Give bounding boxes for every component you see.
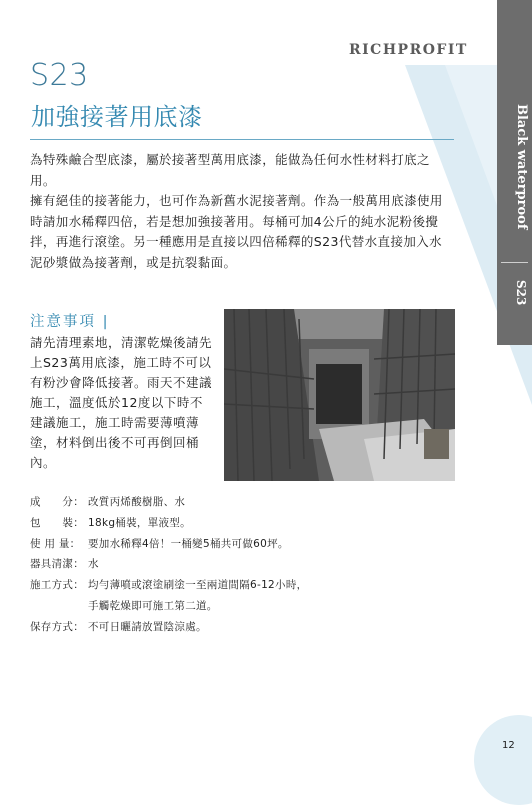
spec-label: 器具清潔： xyxy=(30,558,84,571)
spec-value: 要加水稀釋4倍！一桶變5桶共可做60坪。 xyxy=(88,537,289,550)
spec-row-usage xyxy=(30,534,307,555)
spec-label: 包 裝： xyxy=(30,516,84,529)
spec-row-storage xyxy=(30,617,307,638)
description-paragraph: 擁有絕佳的接著能力，也可作為新舊水泥接著劑。作為一般萬用底漆使用時請加水稀釋四倍，若是想加強接著用。每桶可加4公斤的純水泥粉後攪拌，再進行滾塗。另一種應用是直接以四倍稀釋的S23代替水直接加入水泥砂漿做為接著劑，或是抗裂黏面。 xyxy=(30,193,443,270)
spec-value: 水 xyxy=(88,558,99,571)
spec-row-packaging xyxy=(30,513,307,534)
notes-heading: 注意事項 | xyxy=(30,314,110,330)
spec-value: 均勻薄噴或滾塗刷塗一至兩道間隔6-12小時， xyxy=(88,579,308,592)
spec-label: 保存方式： xyxy=(30,620,84,633)
spec-label: 使 用 量： xyxy=(30,537,81,550)
notes-body: 請先清理素地，清潔乾燥後請先上S23萬用底漆，施工時不可以有粉沙會降低接著。雨天不建議施工，溫度低於12度以下時不建議施工，施工時需要薄噴薄塗，材料倒出後不可再倒回桶內。 xyxy=(30,335,213,470)
spec-row-cleaning xyxy=(30,554,307,575)
spec-row-ingredients xyxy=(30,492,307,513)
product-code: S23 xyxy=(30,58,89,93)
product-title: 加強接著用底漆 xyxy=(31,103,203,131)
page-number: 12 xyxy=(502,740,515,751)
spec-row-method xyxy=(30,575,307,596)
spec-value-continued: 手觸乾燥即可施工第二道。 xyxy=(88,599,218,612)
title-divider xyxy=(30,139,454,140)
spec-list xyxy=(30,492,307,638)
spec-value: 不可日曬請放置陰涼處。 xyxy=(88,620,207,633)
product-description xyxy=(30,150,445,273)
spec-label: 成 分： xyxy=(30,496,84,508)
side-tab-category: Black waterproof xyxy=(514,104,529,230)
side-tab-divider xyxy=(501,262,528,263)
brand-logo: RICHPROFIT xyxy=(349,42,468,58)
side-tab-code: S23 xyxy=(514,280,528,306)
spec-value: 18kg桶裝，單液型。 xyxy=(88,516,191,529)
construction-site-photo xyxy=(224,309,455,481)
description-paragraph: 為特殊鹼合型底漆，屬於接著型萬用底漆，能做為任何水性材料打底之用。 xyxy=(30,152,430,188)
spec-value: 改質丙烯酸樹脂、水 xyxy=(88,496,186,508)
spec-label: 施工方式： xyxy=(30,579,84,592)
